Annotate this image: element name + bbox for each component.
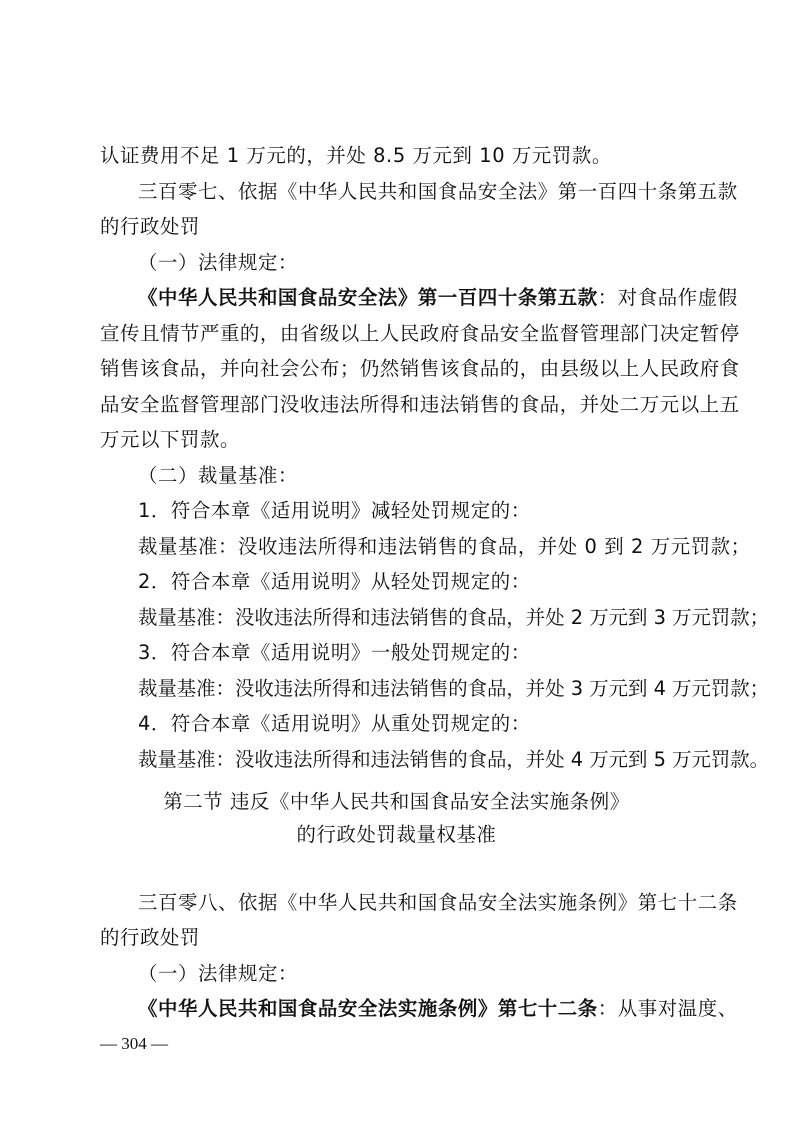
text-line: 宣传且情节严重的，由省级以上人民政府食品安全监督管理部门决定暂停: [100, 322, 740, 345]
page-number: — 304 —: [100, 1034, 168, 1053]
text-line: 万元以下罚款。: [100, 428, 240, 451]
text-line: （一）法律规定：: [138, 962, 298, 985]
text-line: 4．符合本章《适用说明》从重处罚规定的：: [138, 712, 531, 735]
section-title-line-2: 的行政处罚裁量权基准: [296, 823, 497, 846]
bold-law-citation: 《中华人民共和国食品安全法实施条例》第七十二条: [138, 997, 598, 1020]
text-line: 三百零八、依据《中华人民共和国食品安全法实施条例》第七十二条: [138, 891, 738, 914]
text-fragment: 对食品作虚假: [617, 286, 738, 309]
text-line: 裁量基准：没收违法所得和违法销售的食品，并处 3 万元到 4 万元罚款；: [138, 677, 770, 700]
text-line: 的行政处罚: [100, 926, 200, 949]
text-line: （一）法律规定：: [138, 251, 298, 274]
text-fragment: 从事对温度、: [617, 997, 738, 1020]
text-line: 销售该食品，并向社会公布；仍然销售该食品的，由县级以上人民政府食: [100, 357, 740, 380]
text-line: 2．符合本章《适用说明》从轻处罚规定的：: [138, 570, 531, 593]
text-line: 认证费用不足 1 万元的，并处 8.5 万元到 10 万元罚款。: [100, 144, 612, 167]
text-line: 裁量基准：没收违法所得和违法销售的食品，并处 0 到 2 万元罚款；: [138, 535, 751, 558]
text-line: 裁量基准：没收违法所得和违法销售的食品，并处 2 万元到 3 万元罚款；: [138, 606, 770, 629]
text-line: 1．符合本章《适用说明》减轻处罚规定的：: [138, 499, 531, 522]
text-line: 3．符合本章《适用说明》一般处罚规定的：: [138, 641, 531, 664]
text-line: 品安全监督管理部门没收违法所得和违法销售的食品，并处二万元以上五: [100, 393, 740, 416]
text-line: 《中华人民共和国食品安全法》第一百四十条第五款：对食品作虚假: [138, 286, 738, 309]
text-line: （二）裁量基准：: [138, 464, 298, 487]
bold-law-citation: 《中华人民共和国食品安全法》第一百四十条第五款: [138, 286, 598, 309]
text-line: 《中华人民共和国食品安全法实施条例》第七十二条：从事对温度、: [138, 997, 738, 1020]
text-line: 三百零七、依据《中华人民共和国食品安全法》第一百四十条第五款: [138, 180, 738, 203]
text-line: 的行政处罚: [100, 215, 200, 238]
section-title-line-1: 第二节 违反《中华人民共和国食品安全法实施条例》: [163, 790, 630, 813]
text-line: 裁量基准：没收违法所得和违法销售的食品，并处 4 万元到 5 万元罚款。: [138, 748, 770, 771]
